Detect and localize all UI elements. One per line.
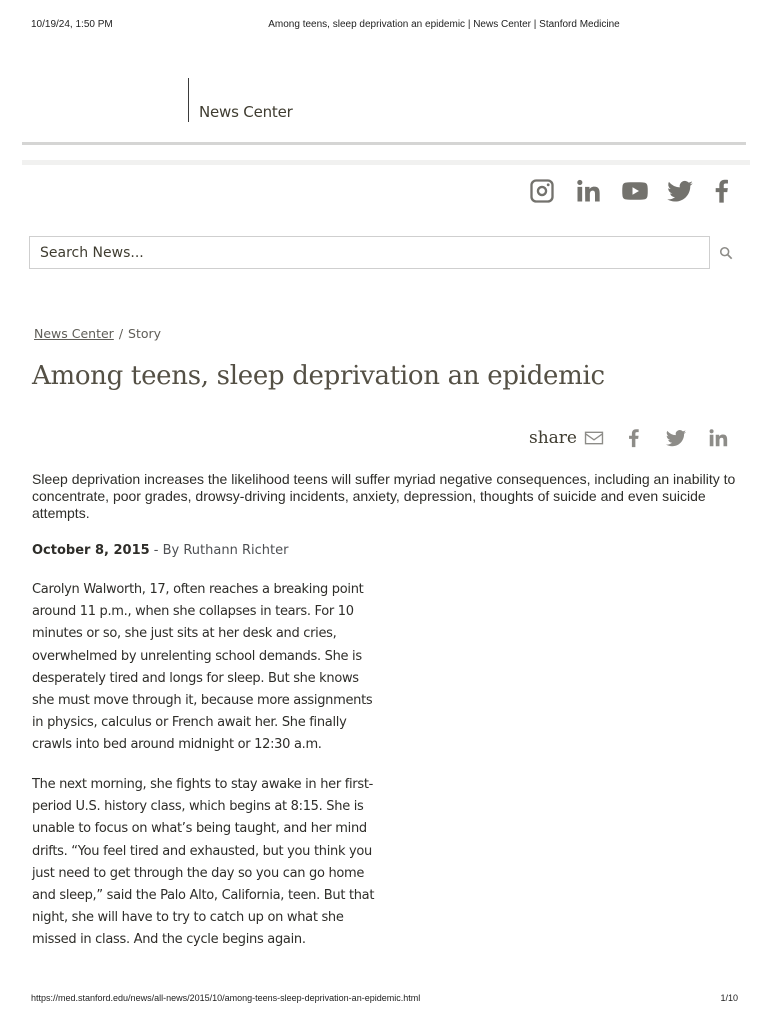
print-datetime: 10/19/24, 1:50 PM (31, 19, 113, 30)
facebook-icon[interactable] (708, 176, 736, 206)
article-headline: Among teens, sleep deprivation an epidemic (32, 361, 605, 391)
instagram-icon[interactable] (528, 176, 556, 206)
breadcrumb-current: Story (128, 326, 162, 341)
news-center-link[interactable]: News Center (199, 103, 293, 121)
twitter-icon[interactable] (666, 176, 694, 206)
twitter-share-icon[interactable] (665, 427, 687, 449)
breadcrumb-news-center-link[interactable]: News Center (34, 326, 114, 341)
brand-divider (188, 78, 189, 122)
linkedin-share-icon[interactable] (707, 427, 729, 449)
youtube-icon[interactable] (620, 176, 650, 206)
article-lede: Sleep deprivation increases the likelihood teens will suffer myriad negative consequences, including an inability to concentrate, poor grades, drowsy-driving incidents, anxiety, depression, thoughts of suicide and even suicide attempts. (32, 471, 736, 521)
article-paragraph: Carolyn Walworth, 17, often reaches a breaking point around 11 p.m., when she collapses in tears. For 10 minutes or so, she just sits at her desk and cries, overwhelmed by unrelenting school demands. She is desperately tired and longs for sleep. But she knows she must move through it, because more assignments in physics, calculus or French await her. She finally crawls into bed around midnight or 12:30 a.m. (32, 582, 373, 753)
article-byline (32, 543, 288, 558)
article-author: - By Ruthann Richter (149, 543, 289, 558)
print-page-title: Among teens, sleep deprivation an epidemic | News Center | Stanford Medicine (268, 19, 620, 30)
email-share-icon[interactable] (583, 427, 605, 449)
print-page-number: 1/10 (720, 993, 738, 1003)
share-bar (529, 426, 739, 452)
header-rule (22, 142, 746, 145)
header-rule-light (22, 160, 750, 165)
linkedin-icon[interactable] (574, 176, 602, 206)
search-icon (719, 246, 733, 260)
search-input[interactable] (29, 236, 709, 269)
breadcrumb-separator: / (118, 326, 124, 341)
print-url: https://med.stanford.edu/news/all-news/2015/10/among-teens-sleep-deprivation-an-epidemic.html (31, 993, 421, 1003)
breadcrumb (34, 326, 161, 341)
article-date: October 8, 2015 (32, 543, 150, 558)
search-button[interactable] (709, 236, 741, 269)
article-paragraph: The next morning, she fights to stay awake in her first-period U.S. history class, which begins at 8:15. She is unable to focus on what’s being taught, and her mind drifts. “You feel tired and exhausted, but you think you just need to get through the day so you can go home and sleep,” said the Palo Alto, California, teen. But that night, she will have to try to catch up on what she missed in class. And the cycle begins again. (32, 777, 375, 948)
search-form (29, 236, 741, 271)
share-label: share (529, 428, 577, 448)
facebook-share-icon[interactable] (623, 427, 645, 449)
